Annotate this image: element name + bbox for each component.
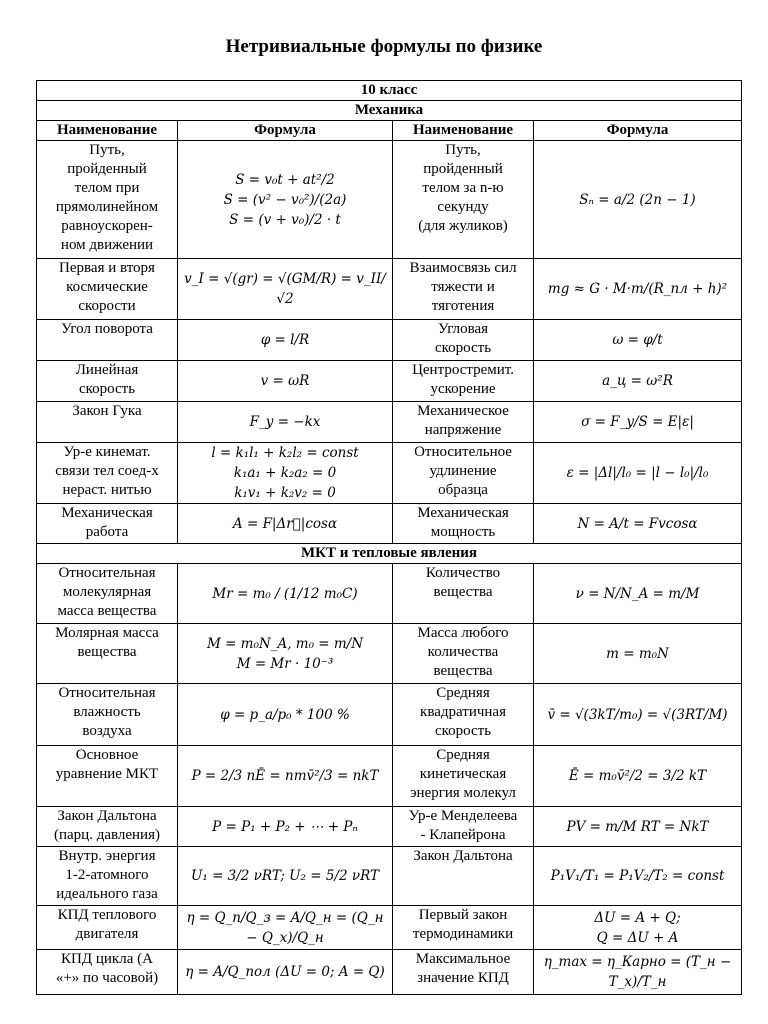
quantity-name: Механическая мощность <box>393 504 534 544</box>
formula-cell: N = A/t = Fvcosα <box>534 504 742 544</box>
formula-row <box>37 504 742 544</box>
formula-cell: ν = N/N_A = m/M <box>534 564 742 624</box>
quantity-name: Первая и вторя космические скорости <box>37 259 178 320</box>
formula-row <box>37 564 742 624</box>
quantity-name: Ур-е кинемат. связи тел соед-х нераст. нитью <box>37 443 178 504</box>
formula-row <box>37 259 742 320</box>
quantity-name: Количество вещества <box>393 564 534 624</box>
column-header: Формула <box>534 121 742 141</box>
formula-cell: P₁V₁/T₁ = P₁V₂/T₂ = const <box>534 847 742 906</box>
formula-cell: v = ωR <box>178 361 393 402</box>
formula-row <box>37 141 742 259</box>
quantity-name: Средняя кинетическая энергия молекул <box>393 746 534 807</box>
quantity-name: Механическое напряжение <box>393 402 534 443</box>
formula-cell: v̄ = √(3kT/m₀) = √(3RT/M) <box>534 684 742 746</box>
formula-row <box>37 950 742 995</box>
formula-cell: σ = F_y/S = E|ε| <box>534 402 742 443</box>
quantity-name: Путь, пройденный телом при прямолинейном равноускорен- ном движении <box>37 141 178 259</box>
section-title: Механика <box>37 101 742 121</box>
grade-row <box>37 81 742 101</box>
formula-cell: P = P₁ + P₂ + ⋯ + Pₙ <box>178 807 393 847</box>
quantity-name: Ур-е Менделеева - Клапейрона <box>393 807 534 847</box>
quantity-name: Молярная масса вещества <box>37 624 178 684</box>
formula-cell: ω = φ/t <box>534 320 742 361</box>
quantity-name: КПД цикла (A «+» по часовой) <box>37 950 178 995</box>
formula-row <box>37 402 742 443</box>
formula-row <box>37 684 742 746</box>
formula-cell: η = A/Q_пол (ΔU = 0; A = Q) <box>178 950 393 995</box>
column-header: Формула <box>178 121 393 141</box>
quantity-name: Закон Гука <box>37 402 178 443</box>
formula-cell: φ = p_a/p₀ * 100 % <box>178 684 393 746</box>
quantity-name: КПД теплового двигателя <box>37 906 178 950</box>
grade-label: 10 класс <box>37 81 742 101</box>
quantity-name: Первый закон термодинамики <box>393 906 534 950</box>
formula-cell: U₁ = 3/2 νRT; U₂ = 5/2 νRT <box>178 847 393 906</box>
formula-row <box>37 361 742 402</box>
formula-row <box>37 807 742 847</box>
formula-cell: a_ц = ω²R <box>534 361 742 402</box>
formula-row <box>37 906 742 950</box>
section-title: МКТ и тепловые явления <box>37 544 742 564</box>
formula-cell: ε = |Δl|/l₀ = |l − l₀|/l₀ <box>534 443 742 504</box>
quantity-name: Относительная влажность воздуха <box>37 684 178 746</box>
header-row <box>37 121 742 141</box>
quantity-name: Максимальное значение КПД <box>393 950 534 995</box>
formula-cell: PV = m/M RT = NkT <box>534 807 742 847</box>
formula-cell: φ = l/R <box>178 320 393 361</box>
formula-table <box>36 80 742 995</box>
formula-row <box>37 443 742 504</box>
quantity-name: Основное уравнение МКТ <box>37 746 178 807</box>
formula-cell: l = k₁l₁ + k₂l₂ = const k₁a₁ + k₂a₂ = 0 k₁v₁ + k₂v₂ = 0 <box>178 443 393 504</box>
quantity-name: Путь, пройденный телом за n-ю секунду (для жуликов) <box>393 141 534 259</box>
quantity-name: Относительное удлинение образца <box>393 443 534 504</box>
formula-row <box>37 746 742 807</box>
quantity-name: Линейная скорость <box>37 361 178 402</box>
page-title: Нетривиальные формулы по физике <box>225 36 543 57</box>
column-header: Наименование <box>393 121 534 141</box>
formula-cell: Sₙ = a/2 (2n − 1) <box>534 141 742 259</box>
quantity-name: Закон Дальтона (парц. давления) <box>37 807 178 847</box>
formula-cell: Ē = m₀v̄²/2 = 3/2 kT <box>534 746 742 807</box>
formula-row <box>37 624 742 684</box>
formula-cell: ΔU = A + Q; Q = ΔU + A <box>534 906 742 950</box>
section-row <box>37 101 742 121</box>
quantity-name: Механическая работа <box>37 504 178 544</box>
quantity-name: Масса любого количества вещества <box>393 624 534 684</box>
quantity-name: Закон Дальтона <box>393 847 534 906</box>
formula-cell: A = F|Δr⃗|cosα <box>178 504 393 544</box>
quantity-name: Угол поворота <box>37 320 178 361</box>
formula-row <box>37 320 742 361</box>
formula-cell: Mr = m₀ / (1/12 m₀C) <box>178 564 393 624</box>
formula-cell: P = 2/3 nĒ = nmv̄²/3 = nkT <box>178 746 393 807</box>
quantity-name: Угловая скорость <box>393 320 534 361</box>
quantity-name: Относительная молекулярная масса вещества <box>37 564 178 624</box>
formula-cell: mg ≈ G · M·m/(R_пл + h)² <box>534 259 742 320</box>
quantity-name: Средняя квадратичная скорость <box>393 684 534 746</box>
quantity-name: Центростремит. ускорение <box>393 361 534 402</box>
formula-cell: η = Q_п/Q_з = A/Q_н = (Q_н − Q_х)/Q_н <box>178 906 393 950</box>
formula-row <box>37 847 742 906</box>
column-header: Наименование <box>37 121 178 141</box>
formula-cell: v_I = √(gr) = √(GM/R) = v_II/√2 <box>178 259 393 320</box>
quantity-name: Внутр. энергия 1-2-атомного идеального газа <box>37 847 178 906</box>
formula-cell: F_y = −kx <box>178 402 393 443</box>
formula-cell: S = v₀t + at²/2 S = (v² − v₀²)/(2a) S = (v + v₀)/2 · t <box>178 141 393 259</box>
section-row <box>37 544 742 564</box>
formula-cell: m = m₀N <box>534 624 742 684</box>
quantity-name: Взаимосвязь сил тяжести и тяготения <box>393 259 534 320</box>
formula-cell: η_max = η_Карно = (T_н − T_х)/T_н <box>534 950 742 995</box>
formula-cell: M = m₀N_A, m₀ = m/N M = Mr · 10⁻³ <box>178 624 393 684</box>
